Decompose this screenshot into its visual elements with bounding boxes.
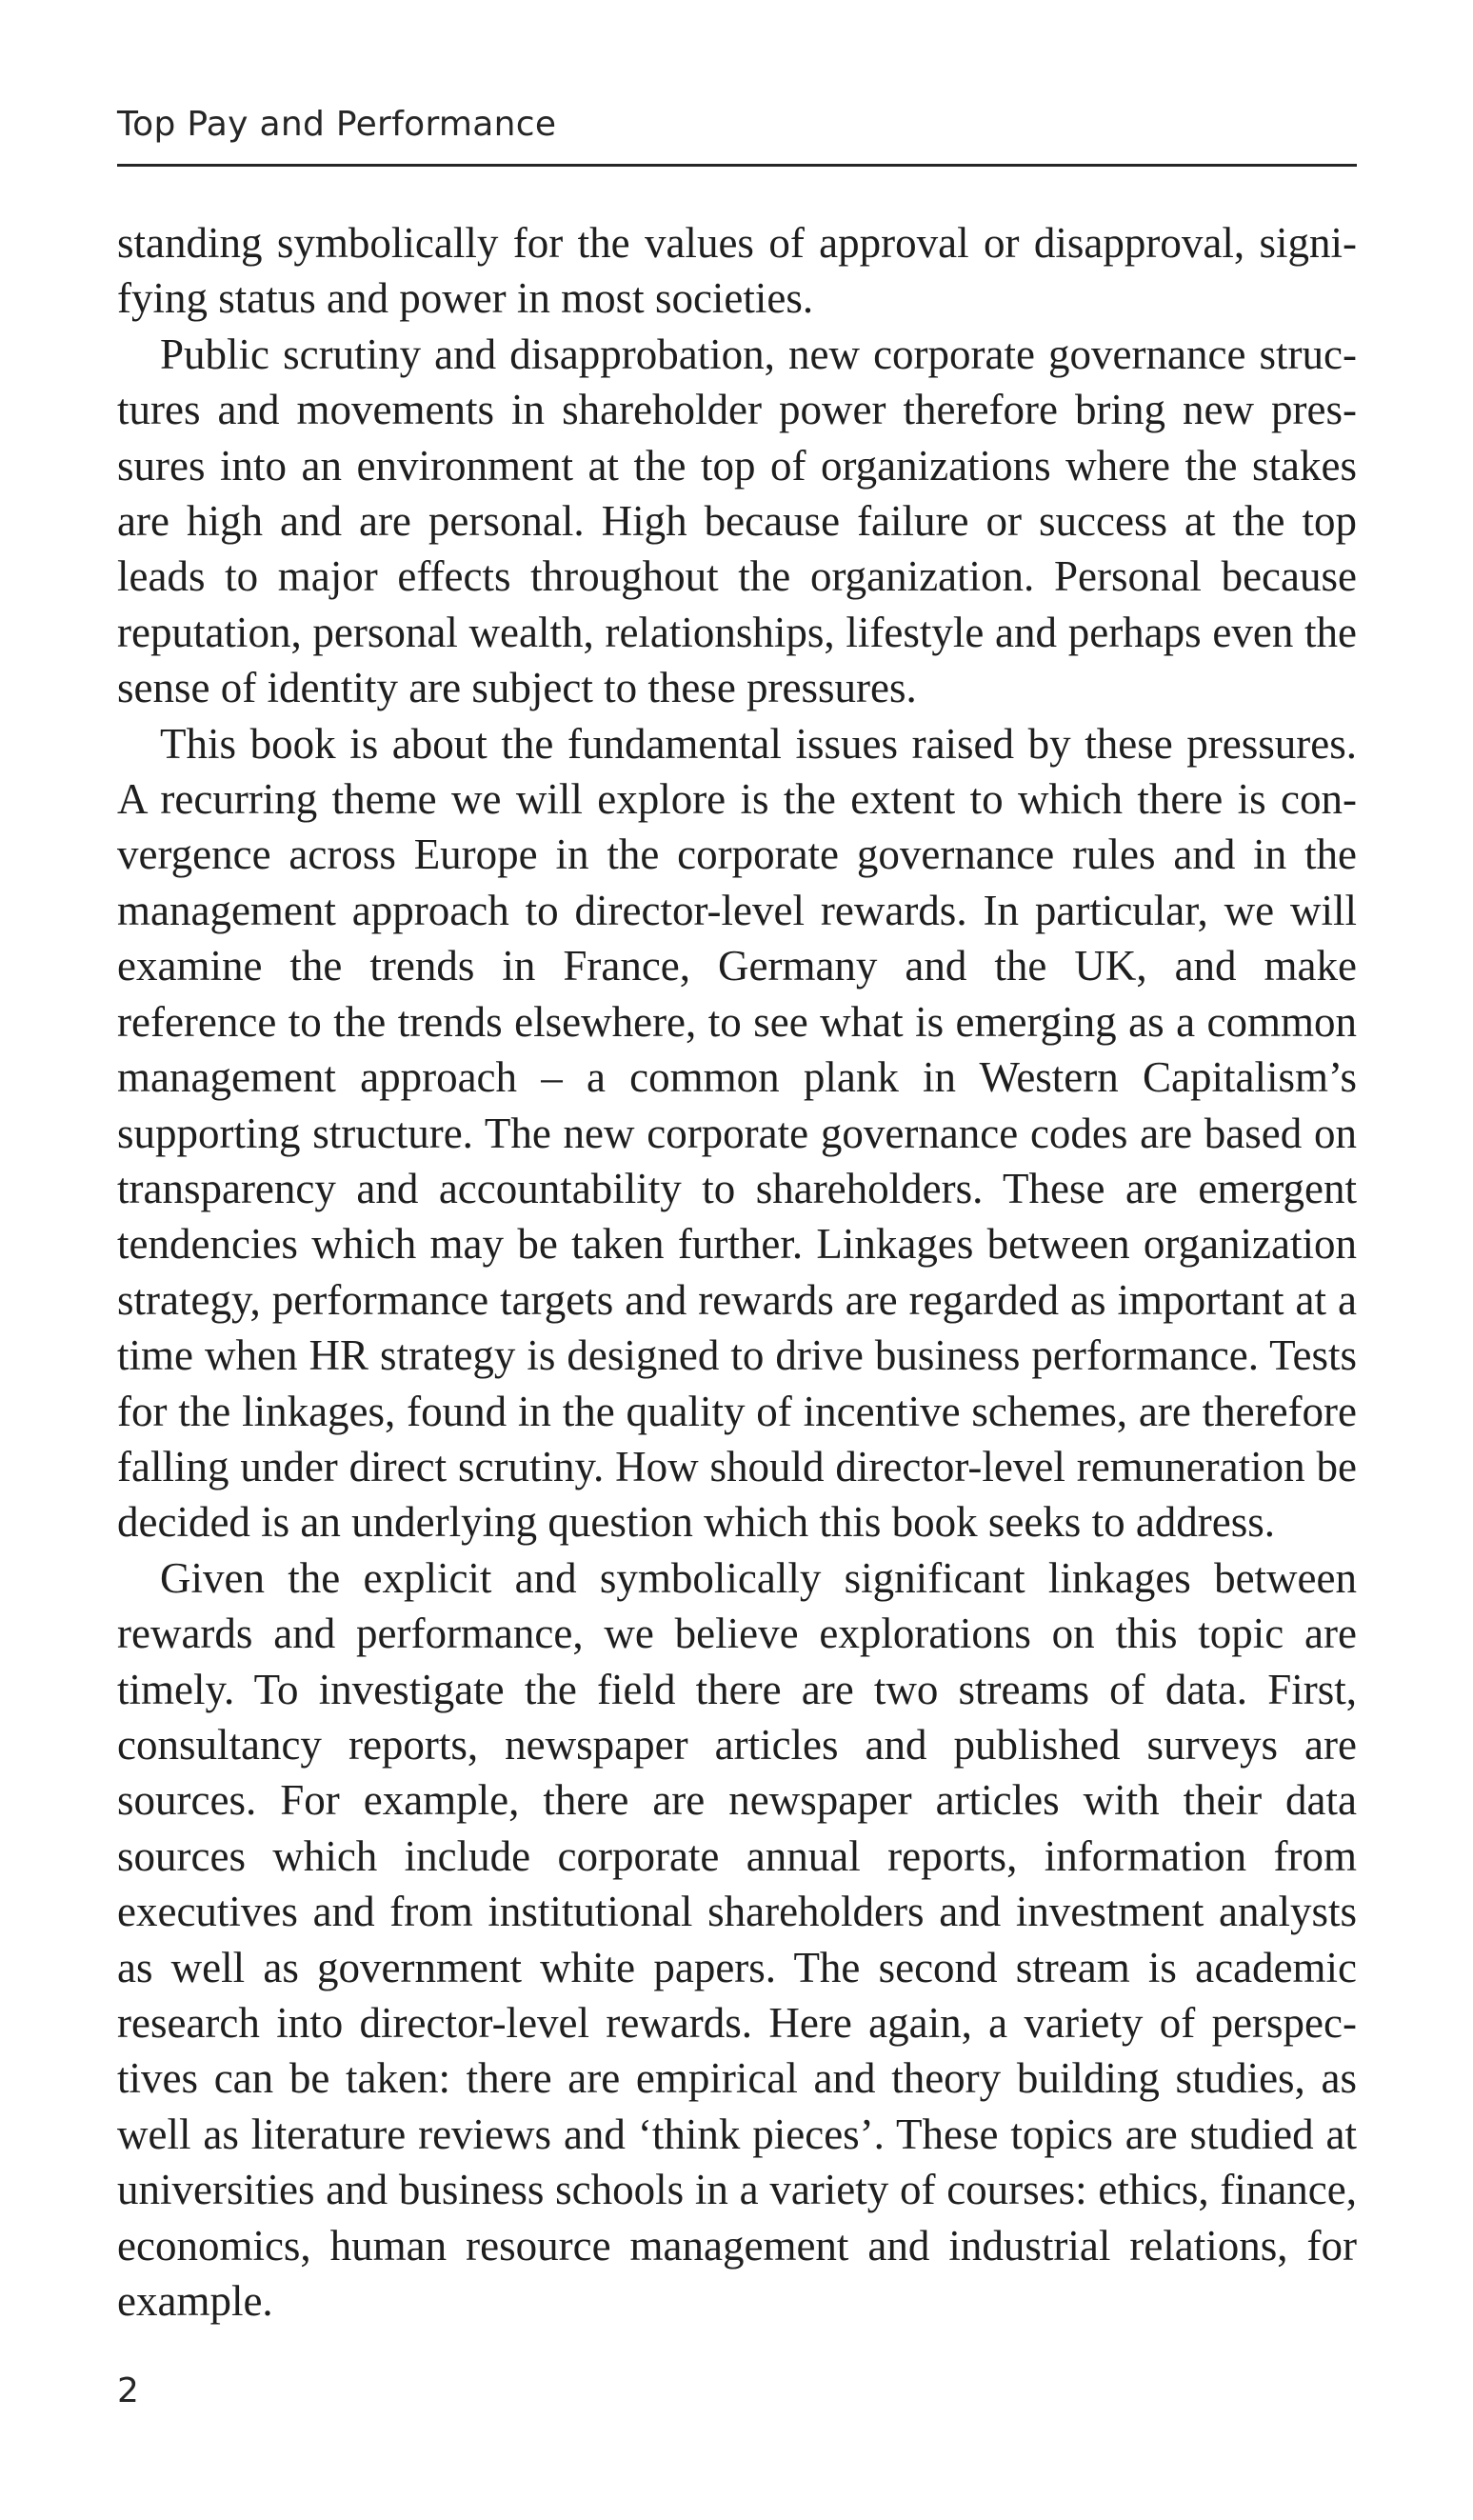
- paragraph: Given the explicit and symbolically significant linkages between rewards and performance, we believe explorations on this topic are timely. To investigate the field there are two streams of data. First, consultancy reports, newspaper articles and published surveys are sources. For example, there are newspaper articles with their data sources which include corporate annual reports, information from executives and from institutional shareholders and investment analysts as well as government white papers. The second stream is academic research into director-level rewards. Here again, a variety of perspectives can be taken: there are empirical and theory building studies, as well as literature reviews and ‘think pieces’. These topics are studied at universities and business schools in a variety of courses: ethics, finance, economics, human resource management and industrial relations, for example.: [117, 1553, 1357, 2326]
- header-rule: [117, 164, 1357, 167]
- paragraph-continued: standing symbolically for the values of approval or disapproval, signifying status and power in most societies.: [117, 219, 1357, 323]
- page-number: 2: [117, 2371, 139, 2410]
- body-text: [117, 215, 1357, 2329]
- running-head-title: Top Pay and Performance: [117, 105, 557, 144]
- paragraph: This book is about the fundamental issues raised by these pressures. A recurring theme we will explore is the extent to which there is convergence across Europe in the corporate governance rules and in the management approach to director-level rewards. In particular, we will examine the trends in France, Germany and the UK, and make reference to the trends elsewhere, to see what is emerging as a common management approach – a common plank in Western Capitalism’s supporting structure. The new corporate governance codes are based on transparency and accountability to shareholders. These are emergent tendencies which may be taken further. Linkages between organization strategy, performance targets and rewards are regarded as important at a time when HR strategy is designed to drive business performance. Tests for the linkages, found in the quality of incentive schemes, are therefore falling under direct scrutiny. How should director-level remuneration be decided is an underlying question which this book seeks to address.: [117, 719, 1357, 1547]
- paragraph: Public scrutiny and disapprobation, new corporate governance structures and movements in shareholder power therefore bring new pressures into an environment at the top of organizations where the stakes are high and are personal. High because failure or success at the top leads to major effects throughout the organization. Personal because reputation, personal wealth, relationships, lifestyle and perhaps even the sense of identity are subject to these pressures.: [117, 330, 1357, 712]
